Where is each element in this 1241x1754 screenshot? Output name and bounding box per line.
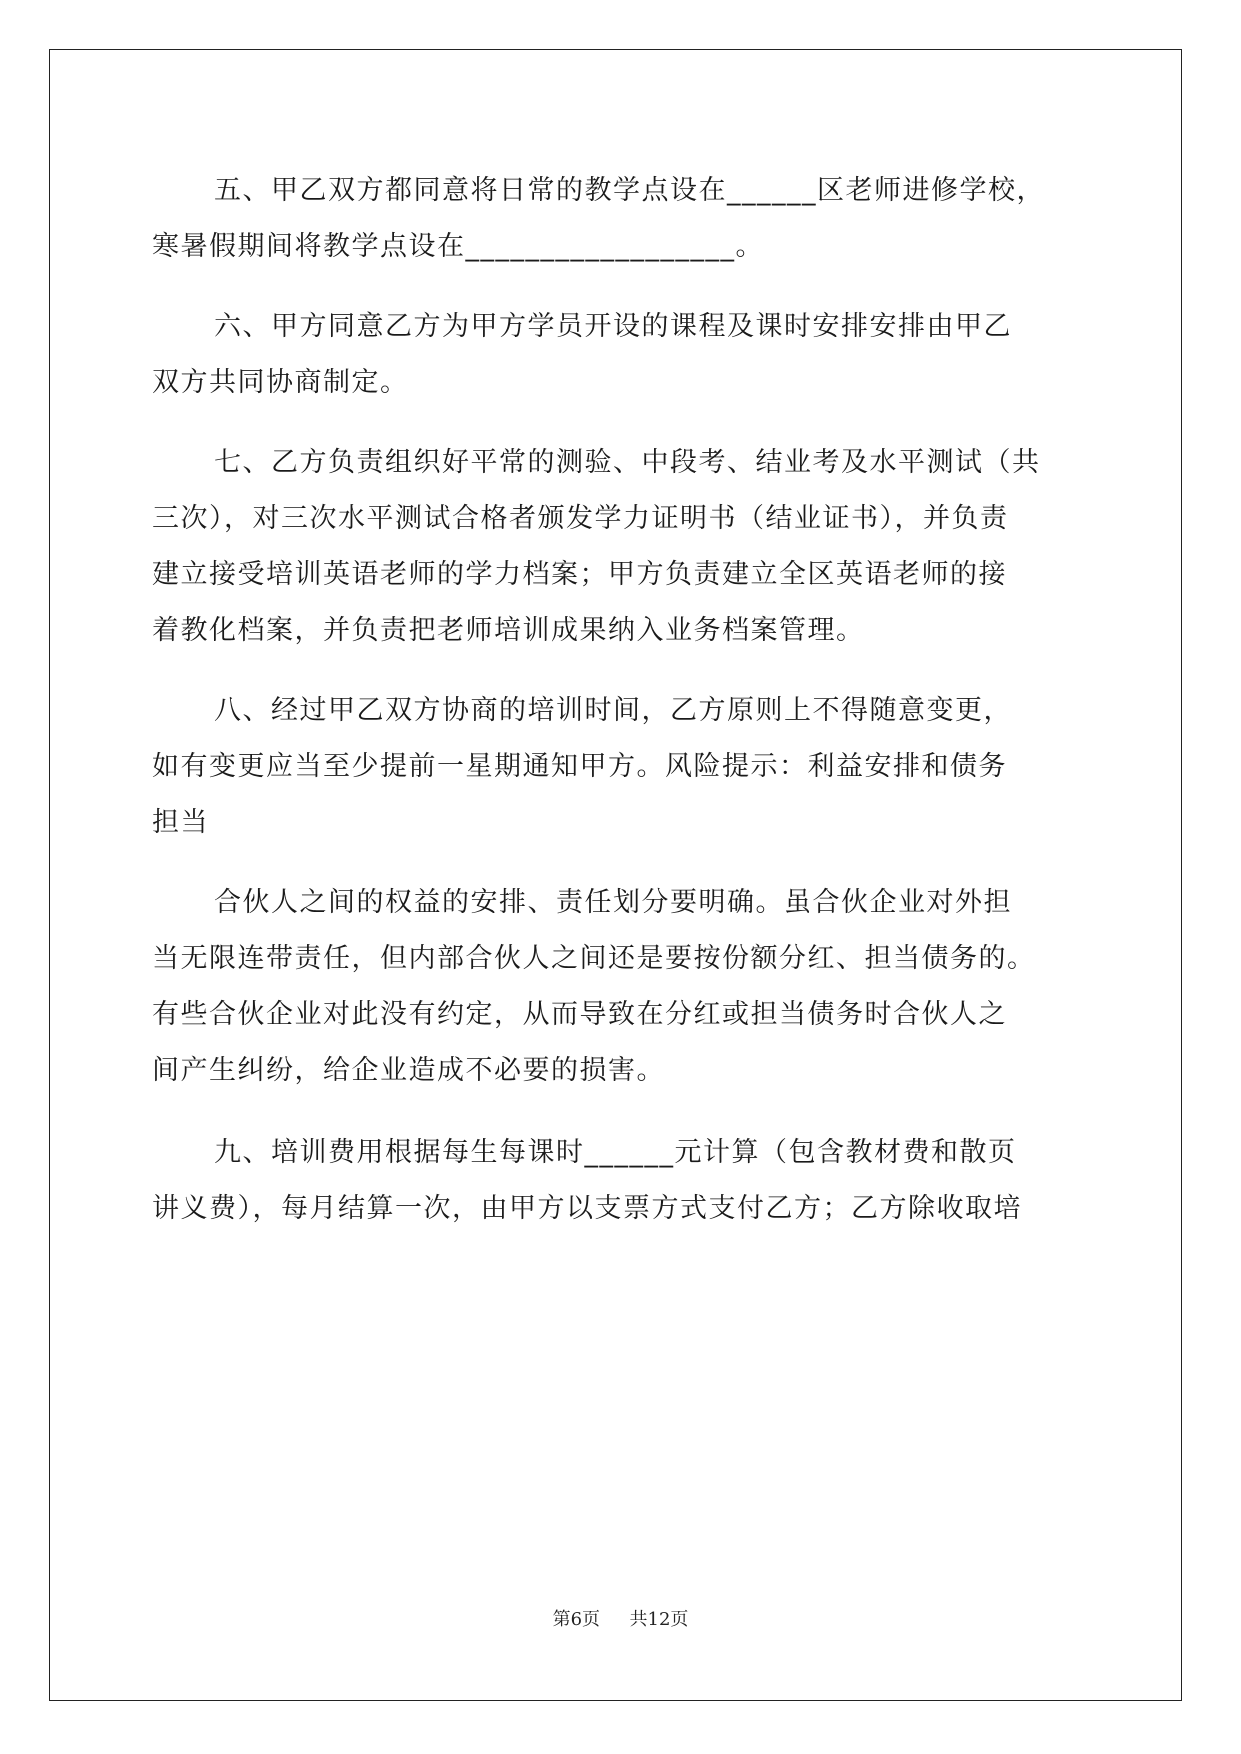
paragraph-line: 当无限连带责任，但内部合伙人之间还是要按份额分红、担当债务的。 (152, 943, 1036, 974)
paragraph-line: 七、乙方负责组织好平常的测验、中段考、结业考及水平测试（共 (214, 447, 1041, 478)
paragraph-line: 寒暑假期间将教学点设在__________________。 (152, 231, 764, 262)
paragraph-line: 着教化档案，并负责把老师培训成果纳入业务档案管理。 (152, 615, 865, 646)
paragraph-7 (152, 435, 1092, 659)
paragraph-8 (152, 683, 1092, 851)
paragraph-5 (152, 163, 1092, 275)
page-footer (0, 1605, 1241, 1631)
paragraph-6 (152, 299, 1092, 411)
paragraph-line: 合伙人之间的权益的安排、责任划分要明确。虽合伙企业对外担 (214, 887, 1012, 918)
paragraph-9 (152, 1125, 1092, 1237)
paragraph-line: 如有变更应当至少提前一星期通知甲方。风险提示：利益安排和债务 (152, 751, 1007, 782)
page-number: 第6页 (552, 1609, 601, 1630)
paragraph-partner-note (152, 875, 1092, 1099)
paragraph-line: 九、培训费用根据每生每课时______元计算（包含教材费和散页 (214, 1137, 1017, 1168)
paragraph-line: 五、甲乙双方都同意将日常的教学点设在______区老师进修学校， (214, 175, 1045, 206)
paragraph-line: 双方共同协商制定。 (152, 367, 409, 398)
paragraph-line: 八、经过甲乙双方协商的培训时间，乙方原则上不得随意变更， (214, 695, 1012, 726)
paragraph-line: 六、甲方同意乙方为甲方学员开设的课程及课时安排安排由甲乙 (214, 311, 1012, 342)
page-total: 共12页 (629, 1609, 689, 1630)
paragraph-line: 间产生纠纷，给企业造成不必要的损害。 (152, 1055, 665, 1086)
paragraph-line: 建立接受培训英语老师的学力档案；甲方负责建立全区英语老师的接 (152, 559, 1007, 590)
paragraph-line: 有些合伙企业对此没有约定，从而导致在分红或担当债务时合伙人之 (152, 999, 1007, 1030)
paragraph-line: 讲义费），每月结算一次，由甲方以支票方式支付乙方；乙方除收取培 (152, 1193, 1022, 1224)
paragraph-line: 担当 (152, 807, 209, 838)
paragraph-line: 三次），对三次水平测试合格者颁发学力证明书（结业证书），并负责 (152, 503, 1009, 534)
document-body (152, 163, 1092, 1237)
